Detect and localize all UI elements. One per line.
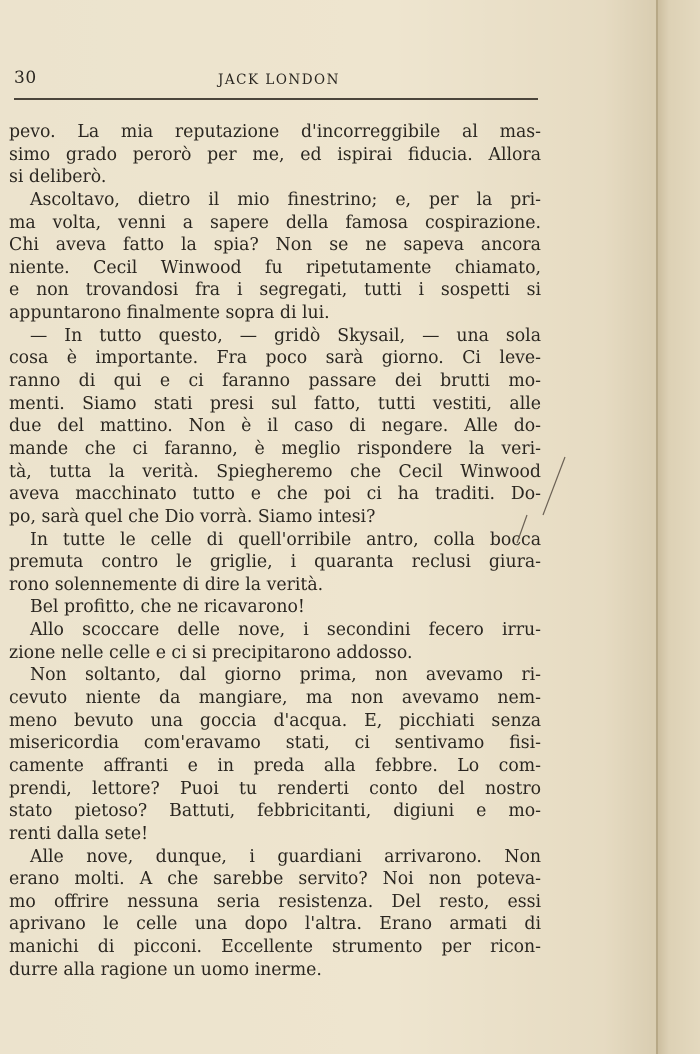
text-line: aveva macchinato tutto e che poi ci ha traditi. Do-	[9, 484, 541, 505]
text-line: meno bevuto una goccia d'acqua. E, picchiati senza	[9, 710, 541, 731]
text-line: appuntarono finalmente sopra di lui.	[9, 303, 330, 324]
text-line: cosa è importante. Fra poco sarà giorno. Ci leve-	[9, 348, 541, 369]
text-line: mande che ci faranno, è meglio rispondere la veri-	[9, 438, 541, 459]
text-line: ma volta, venni a sapere della famosa cospirazione.	[9, 212, 541, 233]
text-line: cevuto niente da mangiare, ma non avevamo nem-	[9, 688, 541, 709]
page-gutter	[656, 0, 700, 1054]
text-line: erano molti. A che sarebbe servito? Noi non poteva-	[9, 869, 541, 890]
text-line: Alle nove, dunque, i guardiani arrivarono. Non	[30, 846, 541, 867]
header-rule	[14, 98, 538, 101]
text-line: — In tutto questo, — gridò Skysail, — una sola	[30, 325, 541, 346]
text-line: rono solennemente di dire la verità.	[9, 574, 324, 595]
text-line: niente. Cecil Winwood fu ripetutamente chiamato,	[9, 257, 541, 278]
text-line: aprivano le celle una dopo l'altra. Erano armati di	[9, 914, 541, 935]
text-line: misericordia com'eravamo stati, ci sentivamo fisi-	[9, 733, 541, 754]
text-line: durre alla ragione un uomo inerme.	[9, 959, 322, 980]
page-number: 30	[14, 68, 37, 88]
text-line: renti dalla sete!	[9, 823, 149, 844]
text-line: e non trovandosi fra i segregati, tutti i sospetti si	[9, 280, 541, 301]
gutter-edge	[656, 0, 658, 1054]
text-line: zione nelle celle e ci si precipitarono addosso.	[9, 642, 413, 663]
text-line: manichi di picconi. Eccellente strumento per ricon-	[9, 937, 541, 958]
text-line: pevo. La mia reputazione d'incorreggibile al mas-	[9, 122, 541, 142]
text-line: premuta contro le griglie, i quaranta reclusi giura-	[9, 552, 541, 573]
pencil-margin-mark	[513, 455, 573, 545]
page-header	[14, 68, 538, 92]
text-line: Ascoltavo, dietro il mio finestrino; e, per la pri-	[30, 189, 541, 210]
running-title: JACK LONDON	[218, 72, 340, 88]
text-line: prendi, lettore? Puoi tu renderti conto del nostro	[9, 778, 541, 799]
text-line: si deliberò.	[9, 167, 107, 188]
text-line: In tutte le celle di quell'orribile antro, colla bocca	[30, 529, 541, 550]
text-line: menti. Siamo stati presi sul fatto, tutti vestiti, alle	[9, 393, 541, 414]
text-line: po, sarà quel che Dio vorrà. Siamo intesi?	[9, 506, 376, 527]
text-line: simo grado perorò per me, ed ispirai fiducia. Allora	[9, 144, 541, 165]
text-line: Chi aveva fatto la spia? Non se ne sapeva ancora	[9, 235, 541, 256]
text-line: Non soltanto, dal giorno prima, non avevamo ri-	[30, 665, 541, 686]
text-line: camente affranti e in preda alla febbre. Lo com-	[9, 755, 541, 776]
text-line: Bel profitto, che ne ricavarono!	[30, 597, 305, 618]
text-line: due del mattino. Non è il caso di negare. Alle do-	[9, 416, 541, 437]
body-text	[9, 121, 541, 981]
text-line: stato pietoso? Battuti, febbricitanti, digiuni e mo-	[9, 801, 541, 822]
text-line: mo offrire nessuna seria resistenza. Del resto, essi	[9, 891, 541, 912]
text-line: ranno di qui e ci faranno passare dei brutti mo-	[9, 371, 541, 392]
text-line: tà, tutta la verità. Spiegheremo che Cecil Winwood	[9, 461, 541, 482]
text-line: Allo scoccare delle nove, i secondini fecero irru-	[30, 620, 541, 641]
